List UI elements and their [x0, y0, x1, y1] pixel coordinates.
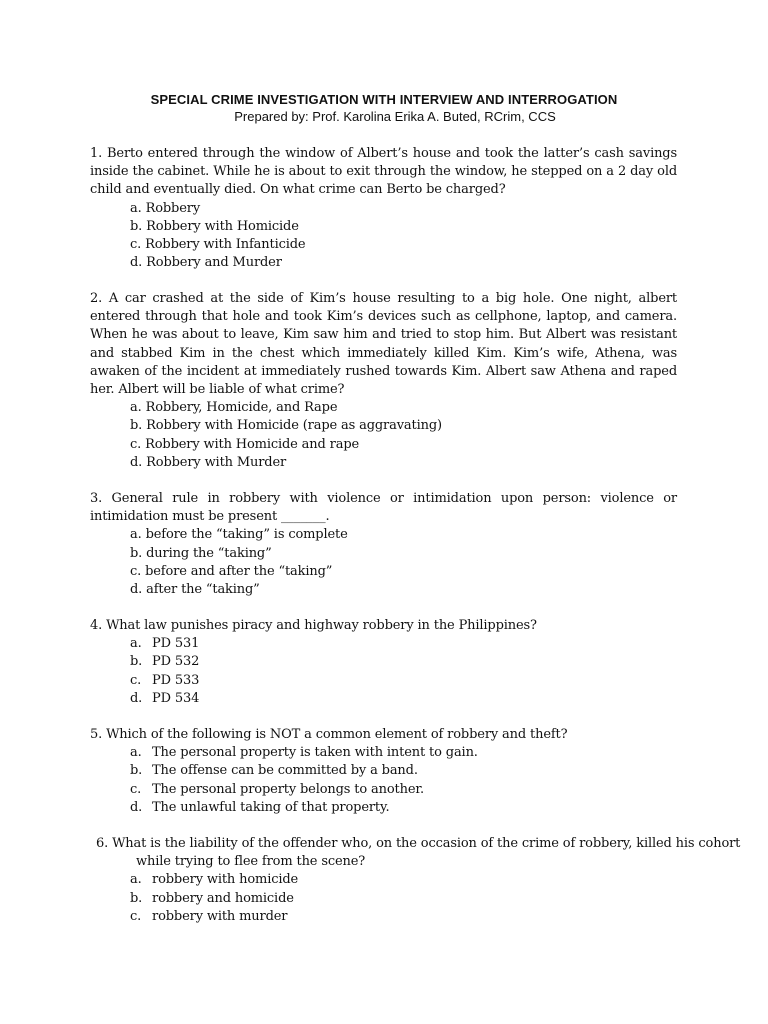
- option-label: b.: [130, 654, 143, 670]
- question-stem-continuation: while trying to flee from the scene?: [136, 854, 366, 870]
- option-d: [90, 799, 677, 817]
- option-b: [90, 653, 677, 671]
- question-stem: 4. What law punishes piracy and highway robbery in the Philippines?: [90, 618, 537, 633]
- option-list: [90, 399, 677, 472]
- option-label: a.: [130, 872, 142, 888]
- question-stem: 2. A car crashed at the side of Kim’s house resulting to a big hole. One night, albert entered through that hole and took Kim’s devices such as cellphone, laptop, and camera. When he was about to leave, Kim saw him and tried to stop him. But Albert was resistant and stabbed Kim in the chest which immediately killed Kim. Kim’s wife, Athena, was awaken of the incident at immediately rushed towards Kim. Albert saw Athena and raped her. Albert will be liable of what crime?: [90, 291, 677, 398]
- option-b: b. Robbery with Homicide (rape as aggravating): [130, 418, 442, 434]
- option-a: a. Robbery, Homicide, and Rape: [130, 400, 338, 416]
- document-subtitle: Prepared by: Prof. Karolina Erika A. Buted, RCrim, CCS: [234, 109, 556, 124]
- option-c: [90, 672, 677, 690]
- option-label: c.: [130, 672, 142, 688]
- option-c: [96, 908, 768, 926]
- option-list: [90, 744, 677, 817]
- question-stem: 3. General rule in robbery with violence or intimidation upon person: violence or intimidation must be present _______.: [90, 491, 677, 525]
- question-stem: 1. Berto entered through the window of Albert’s house and took the latter’s cash savings inside the cabinet. While he is about to exit through the window, he stepped on a 2 day old child and eventually died. On what crime can Berto be charged?: [90, 146, 677, 198]
- option-label: b.: [130, 890, 143, 906]
- option-list: [90, 200, 677, 273]
- question-stem: 6. What is the liability of the offender who, on the occasion of the crime of robbery, killed his cohort: [96, 836, 741, 851]
- option-a: [96, 871, 768, 889]
- document-title: SPECIAL CRIME INVESTIGATION WITH INTERVIEW AND INTERROGATION: [150, 92, 618, 107]
- option-list: [90, 635, 677, 708]
- question-1: [90, 145, 677, 272]
- question-5: [90, 726, 677, 817]
- option-label: c.: [130, 908, 142, 924]
- option-c: c. before and after the “taking”: [130, 563, 333, 579]
- option-text: The personal property is taken with intent to gain.: [152, 745, 478, 761]
- option-d: d. after the “taking”: [130, 581, 260, 597]
- option-b: [96, 890, 768, 908]
- option-text: robbery and homicide: [152, 890, 294, 906]
- question-6: [96, 835, 768, 926]
- option-label: b.: [130, 763, 143, 779]
- question-3: [90, 490, 677, 599]
- option-c: [90, 781, 677, 799]
- option-d: [90, 690, 677, 708]
- option-text: robbery with homicide: [152, 872, 299, 888]
- option-a: [90, 635, 677, 653]
- option-a: [90, 744, 677, 762]
- option-d: d. Robbery and Murder: [130, 255, 282, 271]
- option-label: d.: [130, 799, 143, 815]
- option-text: PD 534: [152, 690, 200, 706]
- question-2: [90, 290, 677, 472]
- option-list: [90, 526, 677, 599]
- option-b: [90, 762, 677, 780]
- option-d: d. Robbery with Murder: [130, 454, 287, 470]
- option-text: PD 532: [152, 654, 200, 670]
- option-b: b. during the “taking”: [130, 545, 272, 561]
- option-a: a. before the “taking” is complete: [130, 527, 348, 543]
- option-b: b. Robbery with Homicide: [130, 218, 299, 234]
- question-4: [90, 617, 677, 708]
- option-label: d.: [130, 690, 143, 706]
- option-text: PD 533: [152, 672, 200, 688]
- option-list: [96, 871, 768, 926]
- option-a: a. Robbery: [130, 200, 201, 216]
- option-label: a.: [130, 745, 142, 761]
- option-c: c. Robbery with Homicide and rape: [130, 436, 360, 452]
- option-text: PD 531: [152, 636, 200, 652]
- question-stem: 5. Which of the following is NOT a common element of robbery and theft?: [90, 727, 568, 742]
- option-text: robbery with murder: [152, 908, 288, 924]
- option-text: The offense can be committed by a band.: [152, 763, 418, 779]
- option-label: a.: [130, 636, 142, 652]
- option-text: The unlawful taking of that property.: [152, 799, 390, 815]
- option-c: c. Robbery with Infanticide: [130, 236, 306, 252]
- option-text: The personal property belongs to another.: [152, 781, 424, 797]
- option-label: c.: [130, 781, 142, 797]
